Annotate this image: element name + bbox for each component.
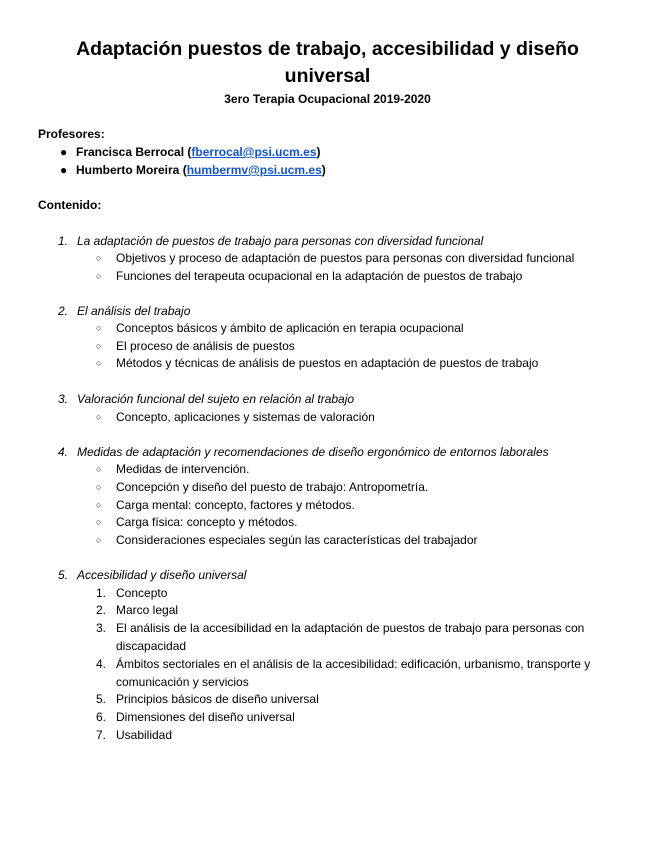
list-item: ○ Métodos y técnicas de análisis de puestos en adaptación de puestos de trabajo bbox=[96, 356, 539, 370]
list-item: ○ Objetivos y proceso de adaptación de puestos para personas con diversidad funcional bbox=[96, 251, 575, 265]
circle-bullet-icon: ○ bbox=[96, 500, 102, 510]
topic-title: 3. Valoración funcional del sujeto en relación al trabajo bbox=[58, 392, 355, 406]
page-subtitle: 3ero Terapia Ocupacional 2019-2020 bbox=[224, 92, 431, 106]
professor-email-link[interactable]: humbermv@psi.ucm.es bbox=[186, 163, 322, 177]
list-item: ○ El proceso de análisis de puestos bbox=[96, 339, 295, 353]
list-item: 1. Concepto bbox=[96, 586, 168, 600]
circle-bullet-icon: ○ bbox=[96, 271, 102, 281]
professor-item: ● Francisca Berrocal (fberrocal@psi.ucm.es) bbox=[60, 145, 321, 159]
list-item: 6. Dimensiones del diseño universal bbox=[96, 710, 295, 724]
topic-title: 1. La adaptación de puestos de trabajo para personas con diversidad funcional bbox=[58, 234, 484, 248]
content-heading: Contenido: bbox=[38, 198, 102, 212]
professor-name: Humberto Moreira bbox=[76, 163, 180, 177]
professors-heading: Profesores: bbox=[38, 127, 105, 141]
list-item: ○ Medidas de intervención. bbox=[96, 462, 250, 476]
bullet-icon: ● bbox=[60, 145, 68, 159]
list-item: ○ Concepción y diseño del puesto de trabajo: Antropometría. bbox=[96, 480, 429, 494]
circle-bullet-icon: ○ bbox=[96, 482, 102, 492]
circle-bullet-icon: ○ bbox=[96, 253, 102, 263]
topic-title: 2. El análisis del trabajo bbox=[58, 304, 191, 318]
list-item: 4. Ámbitos sectoriales en el análisis de la accesibilidad: edificación, urbanismo, transporte y comunicación y servicios bbox=[96, 657, 591, 689]
list-item: ○ Conceptos básicos y ámbito de aplicación en terapia ocupacional bbox=[96, 321, 464, 335]
professor-email-link[interactable]: fberrocal@psi.ucm.es bbox=[191, 145, 317, 159]
circle-bullet-icon: ○ bbox=[96, 464, 102, 474]
circle-bullet-icon: ○ bbox=[96, 517, 102, 527]
professor-item: ● Humberto Moreira (humbermv@psi.ucm.es) bbox=[60, 163, 326, 177]
topic-title: 5. Accesibilidad y diseño universal bbox=[58, 568, 247, 582]
list-item: ○ Carga física: concepto y métodos. bbox=[96, 515, 298, 529]
circle-bullet-icon: ○ bbox=[96, 341, 102, 351]
list-item: 7. Usabilidad bbox=[96, 728, 173, 742]
circle-bullet-icon: ○ bbox=[96, 535, 102, 545]
circle-bullet-icon: ○ bbox=[96, 323, 102, 333]
circle-bullet-icon: ○ bbox=[96, 358, 102, 368]
list-item: ○ Funciones del terapeuta ocupacional en la adaptación de puestos de trabajo bbox=[96, 269, 523, 283]
circle-bullet-icon: ○ bbox=[96, 412, 102, 422]
professor-name: Francisca Berrocal bbox=[76, 145, 185, 159]
list-item: 2. Marco legal bbox=[96, 603, 179, 617]
list-item: ○ Carga mental: concepto, factores y métodos. bbox=[96, 498, 355, 512]
list-item: ○ Consideraciones especiales según las características del trabajador bbox=[96, 533, 478, 547]
bullet-icon: ● bbox=[60, 163, 68, 177]
page-title: Adaptación puestos de trabajo, accesibilidad y diseño universal bbox=[76, 38, 579, 87]
topic-title: 4. Medidas de adaptación y recomendaciones de diseño ergonómico de entornos laborales bbox=[58, 445, 549, 459]
list-item: ○ Concepto, aplicaciones y sistemas de valoración bbox=[96, 410, 375, 424]
list-item: 3. El análisis de la accesibilidad en la adaptación de puestos de trabajo para personas con discapacidad bbox=[96, 621, 585, 653]
list-item: 5. Principios básicos de diseño universal bbox=[96, 692, 319, 706]
